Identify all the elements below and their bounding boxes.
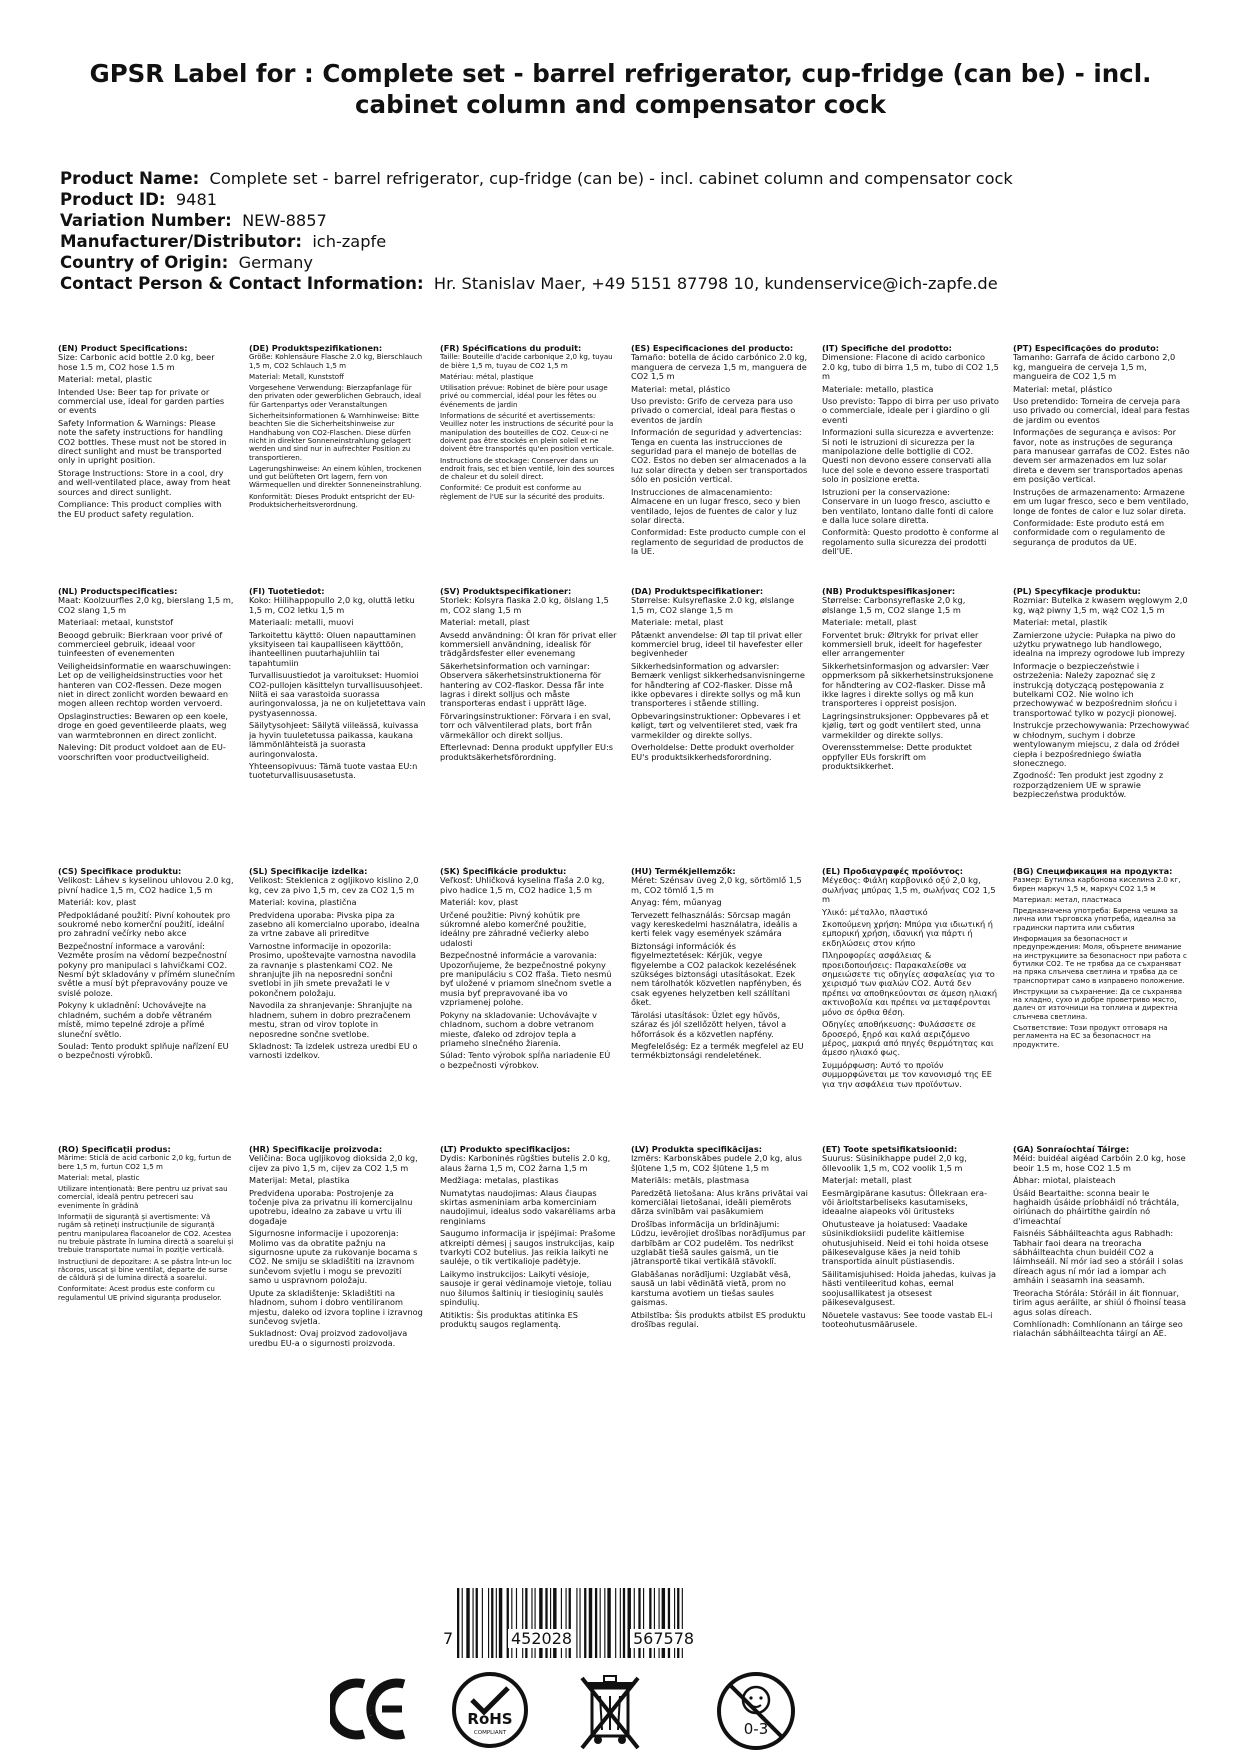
spec-heading: (CS) Specifikace produktu: [58, 867, 182, 876]
spec-line: Предназначена употреба: Бирена чешма за лична или търговска употреба, идеална за градински партита или събития [1013, 906, 1178, 932]
spec-block [249, 1145, 426, 1405]
spec-line: Eesmärgipärane kasutus: Õllekraan era- või ärioltstarbeliseks kasutamiseks, ideaalne aiapeoks või üritusteks [822, 1187, 988, 1217]
spec-heading: (FI) Tuotetiedot: [249, 587, 325, 596]
age-label: 0-3 [743, 1720, 769, 1738]
spec-line: Mărime: Sticlă de acid carbonic 2,0 kg, furtun de bere 1,5 m, furtun CO2 1,5 m [58, 1153, 232, 1171]
barcode [455, 1588, 755, 1658]
page-title: GPSR Label for : Complete set - barrel refrigerator, cup-fridge (can be) - incl. cabinet column and compensator cock [89, 59, 1152, 119]
spec-line: Materiál: kov, plast [58, 897, 137, 908]
spec-heading: (NL) Productspecificaties: [58, 587, 178, 596]
barcode-bar [600, 1588, 601, 1658]
spec-block [822, 1145, 999, 1405]
spec-line: Veľkosť: Uhličková kyselina fľaša 2.0 kg, pivo hadice 1,5 m, CO2 hadice 1,5 m [440, 875, 605, 895]
spec-line: Koko: Hiilihappopullo 2,0 kg, oluttä letku 1,5 m, CO2 letku 1,5 m [249, 595, 415, 615]
spec-line: Conformité: Ce produit est conforme au règlement de l'UE sur la sécurité des produits. [440, 483, 605, 501]
spec-line: Paredzētā lietošana: Alus krāns privātai vai komerciālai lietošanai, ideāli piemērots dārza svinībām vai pasākumiem [631, 1187, 808, 1217]
product-info [60, 168, 1200, 294]
spec-line: Säilytysohjeet: Säilytä viileässä, kuivassa ja hyvin tuuletetussa paikassa, kaukana lämmönlähteistä ja suorasta auringonvalosta. [249, 720, 419, 759]
spec-line: Størrelse: Kulsyreflaske 2.0 kg, ølslange 1,5 m, CO2 slange 1,5 m [631, 595, 795, 615]
spec-line: Faisnéis Sábháilteachta agus Rabhadh: Tabhair faoi deara na treoracha sábháilteachta chun buidéil CO2 a láimhseáil. Ní mór iad seo a stóráil i solas díreach agus ní mór iad a iompar ach amháin i seasamh ina seasamh. [1013, 1228, 1184, 1286]
spec-line: Súlad: Tento výrobok spĺňa nariadenie EÚ o bezpečnosti výrobkov. [440, 1050, 611, 1070]
barcode-bar [595, 1588, 597, 1658]
spec-line: Informações de segurança e avisos: Por favor, note as instruções de segurança para manusear garrafas de CO2. Estes não devem ser armazenados em luz solar direta e devem ser transportados apenas em posição vertical. [1013, 427, 1190, 485]
spec-line: Nõuetele vastavus: See toode vastab EL-i tooteohutusmäärusele. [822, 1309, 993, 1329]
spec-line: Instrukcje przechowywania: Przechowywać w chłodnym, suchym i dobrze wentylowanym miejscu, z dala od źródeł ciepła i bezpośredniego światła słonecznego. [1013, 720, 1190, 768]
spec-heading: (LT) Produkto specifikacijos: [440, 1145, 571, 1154]
barcode-bar [589, 1588, 592, 1658]
spec-line: Dydis: Karboninės rūgšties butelis 2.0 kg, alaus žarna 1,5 m, CO2 žarna 1,5 m [440, 1153, 611, 1173]
ce-mark-icon [330, 1676, 410, 1742]
spec-line: Saugumo informacija ir įspėjimai: Prašome atkreipti dėmesį į saugos instrukcijas, kaip tvarkyti CO2 butelius. Jas reikia laikyti ne saulėje, o tik vertikalioje padėtyje. [440, 1228, 616, 1267]
spec-heading: (FR) Spécifications du produit: [440, 344, 582, 353]
spec-line: Materiāls: metāls, plastmasa [631, 1175, 750, 1186]
spec-line: Méid: buidéal aigéad Carbóin 2.0 kg, hose beoir 1.5 m, hose CO2 1.5 m [1013, 1153, 1186, 1173]
spec-line: Vorgesehene Verwendung: Bierzapfanlage für den privaten oder gewerblichen Gebrauch, ideal für Gartenpartys oder Veranstaltungen [249, 383, 421, 409]
spec-line: Laikymo instrukcijos: Laikyti vėsioje, sausoje ir gerai vėdinamoje vietoje, toliau nuo šilumos šaltinių ir tiesioginių saulės spindulių. [440, 1268, 612, 1308]
spec-line: Materiaali: metalli, muovi [249, 617, 354, 628]
weee-bin-icon [578, 1670, 642, 1754]
spec-line: Informazioni sulla sicurezza e avvertenze: Si noti le istruzioni di sicurezza per la manipolazione delle bottiglie di CO2. Questi non devono essere conservati alla luce del sole e devono essere trasportati solo in posizione eretta. [822, 427, 994, 485]
barcode-bar [579, 1588, 580, 1658]
spec-line: Zgodność: Ten produkt jest zgodny z rozporządzeniem UE w sprawie bezpieczeństwa produktów. [1013, 770, 1164, 800]
spec-line: Materiał: metal, plastik [1013, 617, 1108, 628]
spec-line: Taille: Bouteille d'acide carbonique 2,0 kg, tuyau de bière 1,5 m, tuyau de CO2 1,5 m [440, 352, 613, 370]
spec-heading: (PL) Specyfikacje produktu: [1013, 587, 1141, 596]
spec-line: Informacje o bezpieczeństwie i ostrzeżenia: Należy zapoznać się z instrukcją dotyczącą postępowania z butelkami CO2. Nie wolno ich przechowywać w bezpośrednim słońcu i transportować tylko w pozycji pionowej. [1013, 660, 1178, 718]
spec-line: Υλικό: μέταλλο, πλαστικό [822, 906, 928, 917]
spec-line: Οδηγίες αποθήκευσης: Φυλάσσετε σε δροσερό, ξηρό και καλά αεριζόμενο μέρος, μακριά από πηγές θερμότητας και άμεσο ηλιακό φως. [822, 1019, 994, 1058]
barcode-bar [488, 1588, 489, 1658]
spec-line: Lagerungshinweise: An einem kühlen, trockenen und gut belüfteten Ort lagern, fern von Wärmequellen und direkter Sonneneinstrahlung. [249, 463, 422, 490]
spec-line: Информация за безопасност и предупреждения: Моля, обърнете внимание на инструкциите за безопасност при работа с бутилки CO2. Те не трябва да се съхраняват на пряка слънчева светлина и трябва да се транспортират само в изправено положение. [1013, 934, 1187, 985]
barcode-right-digits: 567578 [630, 1629, 697, 1648]
spec-line: Instructions de stockage: Conserver dans un endroit frais, sec et bien ventilé, loin des sources de chaleur et du soleil direct. [440, 455, 615, 482]
spec-line: Инструкции за съхранение: Да се съхранява на хладно, сухо и добре проветриво място, далеч от източници на топлина и директна слънчева светлина. [1013, 986, 1182, 1021]
spec-heading: (DA) Produktspecifikationer: [631, 587, 764, 596]
spec-line: Naleving: Dit product voldoet aan de EU-voorschriften voor productveiligheid. [58, 742, 226, 762]
spec-line: Comhlíonadh: Comhlíonann an táirge seo rialachán sábháilteachta táirgí an AE. [1013, 1318, 1183, 1339]
spec-line: Material: metal, plastic [58, 1172, 140, 1182]
barcode-bar [466, 1588, 469, 1658]
spec-line: Materiál: kov, plast [440, 897, 519, 908]
spec-block [249, 867, 426, 1141]
spec-line: Overensstemmelse: Dette produktet oppfyller EUs forskrift om produktsikkerhet. [822, 742, 972, 771]
spec-line: Storage Instructions: Store in a cool, dry and well-ventilated place, away from heat sources and direct sunlight. [58, 467, 231, 497]
spec-line: Pokyny na skladovanie: Uchovávajte v chladnom, suchom a dobre vetranom mieste, ďaleko od zdrojov tepla a priameho slnečného žiarenia. [440, 1009, 598, 1048]
spec-line: Navodila za shranjevanje: Shranjujte na hladnem, suhem in dobro prezračenem mestu, stran od virov toplote in neposredne sončne svetlobe. [249, 1000, 413, 1039]
spec-line: Größe: Kohlensäure Flasche 2.0 kg, Bierschlauch 1,5 m, CO2 Schlauch 1,5 m [249, 352, 423, 370]
spec-line: Σκοπούμενη χρήση: Μπύρα για ιδιωτική ή εμπορική χρήση, ιδανική για πάρτι ή εκδηλώσεις στον κήπο [822, 919, 993, 948]
spec-line: Atitiktis: Šis produktas atitinka ES produktų saugos reglamentą. [440, 1309, 578, 1329]
barcode-bar [615, 1588, 616, 1658]
ce-mark-text: CE [370, 1716, 372, 1717]
spec-line: Soulad: Tento produkt splňuje nařízení EU o bezpečnosti výrobků. [58, 1040, 229, 1061]
spec-line: Sicherheitsinformationen & Warnhinweise: Bitte beachten Sie die Sicherheitshinweise zur Handhabung von CO2-Flaschen. Diese dürfen nicht in direkter Sonneneinstrahlung gelagert werden und sind nur in aufrechter Position zu transportieren. [249, 411, 419, 462]
spec-block [631, 1145, 808, 1405]
spec-line: Glabāšanas norādījumi: Uzglabāt vēsā, sausā un labi vēdinātā vietā, prom no karstuma avotiem un tiešas saules gaismas. [631, 1268, 791, 1308]
spec-line: Material: metall, plast [440, 617, 530, 628]
spec-heading: (HR) Specifikacije proizvoda: [249, 1145, 383, 1154]
spec-line: Compliance: This product complies with the EU product safety regulation. [58, 499, 222, 519]
spec-line: Utilisation prévue: Robinet de bière pour usage privé ou commercial, idéal pour les fêtes ou événements de jardin [440, 383, 608, 409]
barcode-bar [491, 1588, 493, 1658]
spec-line: Bezpečnostní informace a varování: Vezměte prosím na vědomí bezpečnostní pokyny pro manipulaci s lahvičkami CO2. Nesmí být skladovány v přímém slunečním světle a musí být přepravovány pouze ve svislé poloze. [58, 940, 235, 998]
spec-block [631, 344, 808, 582]
spec-line: Rozmiar: Butelka z kwasem węglowym 2,0 kg, wąż piwny 1,5 m, wąż CO2 1,5 m [1013, 595, 1188, 615]
spec-line: Bezpečnostné informácie a varovania: Upozorňujeme, že bezpečnostné pokyny pre manipuláciu s CO2 fľaša. Tieto nesmú byť uložené v priamom slnečnom svetle a musia byť prepravované iba vo vzpriamenej polohe. [440, 950, 612, 1008]
barcode-bar [607, 1588, 610, 1658]
spec-heading: (HU) Termékjellemzők: [631, 867, 736, 876]
spec-line: Sikkerhetsinformasjon og advarsler: Vær oppmerksom på sikkerhetsinstruksjonene for håndtering av CO2-flasker. Disse må ikke lagres i direkte sollys og må kun transporteres i oppreist posisjon. [822, 660, 994, 709]
spec-line: Material: kovina, plastična [249, 897, 357, 908]
info-contact: Contact Person & Contact Information: Hr. Stanislav Maer, +49 5151 87798 10, kundenservice@ich-zapfe.de [60, 274, 998, 293]
spec-heading: (ES) Especificaciones del producto: [631, 344, 794, 353]
spec-line: Размер: Бутилка карбонова киселина 2.0 кг, бирен маркуч 1,5 м, маркуч CO2 1,5 м [1013, 875, 1181, 893]
spec-line: Drošības informācija un brīdinājumi: Lūdzu, ievērojiet drošības norādījumus par darbībām ar CO2 pudelēm. Tos nedrīkst uzglabāt tiešā saules gaismā, un tie jātransportē tikai vertikālā stāvoklī. [631, 1218, 806, 1267]
spec-line: Efterlevnad: Denna produkt uppfyller EU:s produktsäkerhetsförordning. [440, 742, 614, 762]
barcode-bar [623, 1588, 625, 1658]
spec-line: Materjal: metall, plast [822, 1175, 912, 1186]
spec-line: Material: metal, plastic [58, 374, 153, 385]
rohs-compliant-text: COMPLIANT [473, 1730, 507, 1736]
spec-line: Avsedd användning: Öl kran för privat eller kommersiell användning, idealisk för trädgårdsfester eller evenemang [440, 629, 617, 659]
spec-line: Konformität: Dieses Produkt entspricht der EU-Produktsicherheitsverordnung. [249, 491, 415, 510]
spec-line: Størrelse: Carbonsyreflaske 2,0 kg, ølslange 1,5 m, CO2 slange 1,5 m [822, 595, 966, 615]
spec-line: Información de seguridad y advertencias: Tenga en cuenta las instrucciones de seguridad para el manejo de botellas de CO2. Estos no deben ser almacenados a la luz solar directa y deben ser transportados sólo en posición vertical. [631, 427, 808, 485]
spec-line: Suurus: Süsinikhappe pudel 2,0 kg, õllevoolik 1,5 m, CO2 voolik 1,5 m [822, 1153, 967, 1173]
spec-line: Upute za skladištenje: Skladištiti na hladnom, suhom i dobro ventiliranom mjestu, daleko od izvora topline i izravnog sunčevog svjetla. [249, 1287, 423, 1326]
spec-line: Intended Use: Beer tap for private or commercial use, ideal for garden parties or events [58, 386, 225, 416]
spec-line: Μέγεθος: Φιάλη καρβονικό οξύ 2,0 kg, σωλήνας μπύρας 1,5 m, σωλήνας CO2 1,5 m [822, 875, 996, 905]
barcode-left-digits: 452028 [508, 1629, 575, 1648]
spec-block [249, 587, 426, 863]
spec-line: Sukladnost: Ovaj proizvod zadovoljava uredbu EU-a o sigurnosti proizvoda. [249, 1328, 408, 1348]
spec-line: Material: metal, plástico [631, 383, 731, 394]
spec-block [440, 587, 617, 863]
spec-block [58, 1145, 235, 1405]
spec-line: Uso previsto: Grifo de cerveza para uso privado o comercial, ideal para fiestas o eventos de jardín [631, 396, 796, 425]
spec-line: Istruzioni per la conservazione: Conservare in un luogo fresco, asciutto e ben ventilato, lontano dalle fonti di calore e dalla luce solare diretta. [822, 486, 994, 525]
spec-block [58, 344, 235, 582]
spec-block [822, 344, 999, 582]
info-manufacturer: Manufacturer/Distributor: ich-zapfe [60, 232, 387, 251]
spec-heading: (PT) Especificações do produto: [1013, 344, 1160, 353]
spec-heading: (LV) Produkta specifikācijas: [631, 1145, 762, 1154]
spec-line: Съответствие: Този продукт отговаря на регламента на ЕС за безопасност на продуктите. [1013, 1023, 1168, 1049]
spec-line: Overholdelse: Dette produkt overholder EU's produktsikkerhedsforordning. [631, 742, 795, 762]
spec-line: Material: metal, plástico [1013, 383, 1113, 394]
spec-line: Πληροφορίες ασφάλειας & προειδοποιήσεις: Παρακαλείσθε να σημειώσετε τις οδηγίες ασφαλείας για το χειρισμό των φιαλών CO2. Αυτά δεν πρέπει να αποθηκεύονται σε άμεση ηλιακή ακτινοβολία και πρέπει να μεταφέρονται μόνο σε όρθια θέση. [822, 950, 998, 1017]
barcode-bar [604, 1588, 605, 1658]
barcode-bar [457, 1588, 459, 1658]
spec-line: Informații de siguranță și avertismente: Vă rugăm să rețineți instrucțiunile de siguranță pentru manipularea flacoanelor de CO2. Acestea nu trebuie păstrate în lumina directă a soarelui și trebuie transportate numai în poziție verticală. [58, 1212, 234, 1255]
barcode-bar [499, 1588, 502, 1658]
spec-line: Συμμόρφωση: Αυτό το προϊόν συμμορφώνεται με τον κανονισμό της ΕΕ για την ασφάλεια των προϊόντων. [822, 1059, 992, 1089]
spec-line: Size: Carbonic acid bottle 2.0 kg, beer hose 1.5 m, CO2 hose 1.5 m [58, 352, 215, 372]
barcode-bar [576, 1588, 577, 1658]
spec-line: Opslaginstructies: Bewaren op een koele, droge en goed geventileerde plaats, weg van warmtebronnen en direct zonlicht. [58, 710, 229, 740]
spec-line: Predvidena uporaba: Pivska pipa za zasebno ali komercialno uporabo, idealna za vrtne zabave ali prireditve [249, 909, 420, 939]
spec-heading: (BG) Спецификация на продукта: [1013, 867, 1173, 876]
spec-line: Tamaño: botella de ácido carbónico 2.0 kg, manguera de cerveza 1,5 m, manguera de CO2 1,5 m [631, 352, 808, 382]
spec-block [58, 587, 235, 863]
barcode-bar [620, 1588, 621, 1658]
spec-block [249, 344, 426, 582]
spec-line: Material: Metall, Kunststoff [249, 371, 344, 381]
spec-block [440, 344, 617, 582]
info-variation-number: Variation Number: NEW-8857 [60, 211, 327, 230]
spec-line: Säkerhetsinformation och varningar: Observera säkerhetsinstruktionerna för hantering av CO2-flaskor. Dessa får inte lagras i direkt solljus och måste transporteras endast i upprätt läge. [440, 660, 604, 709]
spec-line: Instrucțiuni de depozitare: A se păstra într-un loc răcoros, uscat și bine ventilat, departe de surse de căldură și de lumina directă a soarelui. [58, 1256, 232, 1283]
spec-line: Instruções de armazenamento: Armazene em um lugar fresco, seco e bem ventilado, longe de fontes de calor e luz solar direta. [1013, 486, 1189, 516]
spec-heading: (GA) Sonraíochtaí Táirge: [1013, 1145, 1130, 1154]
spec-line: Matériau: métal, plastique [440, 371, 534, 381]
spec-line: Úsáid Beartaithe: sconna beair le haghaidh úsáide príobháidí nó tráchtála, oiriúnach do pháirtithe gairdín nó d'imeachtaí [1013, 1187, 1180, 1226]
spec-line: Förvaringsinstruktioner: Förvara i en sval, torr och välventilerad plats, bort från värmekällor och direkt solljus. [440, 710, 611, 740]
spec-line: Numatytas naudojimas: Alaus čiaupas skirtas asmeniniam arba komerciniam naudojimui, idealus sodo vakarėliams arba renginiams [440, 1187, 616, 1226]
spec-line: Tárolási utasítások: Üzlet egy hűvös, száraz és jól szellőzött helyen, távol a hőforrások és a közvetlen napfény. [631, 1009, 787, 1039]
spec-line: Varnostne informacije in opozorila: Prosimo, upoštevajte varnostna navodila za ravnanje s plastenkami CO2. Ne shranjujte jih na neposredni sončni svetlobi in jih smete prevažati le v pokončnem položaju. [249, 940, 417, 998]
spec-line: Určené použitie: Pivný kohútik pre súkromné alebo komerčné použitie, ideálny pre záhradné večierky alebo udalosti [440, 909, 589, 948]
spec-line: Dimensione: Flacone di acido carbonico 2.0 kg, tubo di birra 1,5 m, tubo di CO2 1,5 m [822, 352, 999, 382]
spec-line: Anyag: fém, műanyag [631, 897, 722, 908]
spec-line: Turvallisuustiedot ja varoitukset: Huomioi CO2-pullojen käsittelyn turvallisuusohjeet. Niitä ei saa varastoida suorassa auringonvalossa, ja ne on kuljetettava vain pystyasennossa. [249, 670, 426, 718]
spec-line: Treoracha Stórála: Stóráil in áit fionnuar, tirim agus aeráilte, ar shiúl ó fhoinsí teasa agus solas díreach. [1013, 1287, 1187, 1317]
spec-heading: (RO) Specificații produs: [58, 1145, 171, 1154]
spec-heading: (EL) Προδιαγραφές προϊόντος: [822, 867, 963, 876]
spec-line: Storlek: Kolsyra flaska 2.0 kg, ölslang 1,5 m, CO2 slang 1,5 m [440, 595, 609, 615]
barcode-bar [482, 1588, 483, 1658]
spec-heading: (ET) Toote spetsifikatsioonid: [822, 1145, 958, 1154]
spec-line: Maat: Koolzuurfles 2,0 kg, bierslang 1,5 m, CO2 slang 1,5 m [58, 595, 234, 615]
spec-line: Utilizare intenționată: Bere pentru uz privat sau comercial, ideală pentru petreceri sau evenimente în grădină [58, 1184, 228, 1210]
spec-line: Velikost: Láhev s kyselinou uhlovou 2.0 kg, pivní hadice 1,5 m, CO2 hadice 1,5 m [58, 875, 234, 895]
info-product-name: Product Name: Complete set - barrel refrigerator, cup-fridge (can be) - incl. cabinet column and compensator cock [60, 169, 1013, 188]
spec-block [1013, 344, 1190, 582]
spec-heading: (DE) Produktspezifikationen: [249, 344, 383, 353]
barcode-bar [476, 1588, 478, 1658]
info-product-id: Product ID: 9481 [60, 190, 218, 209]
spec-heading: (NB) Produktspesifikasjoner: [822, 587, 956, 596]
spec-heading: (SV) Produktspecifikationer: [440, 587, 572, 596]
spec-line: Pokyny k ukladnění: Uchovávejte na chladném, suchém a dobře větraném místě, mimo tepelné zdroje a přímé sluneční světlo. [58, 1000, 212, 1039]
spec-line: Conformitate: Acest produs este conform cu regulamentul UE privind siguranța produselor. [58, 1284, 222, 1302]
spec-block [440, 1145, 617, 1405]
spec-line: Veličina: Boca ugljikovog dioksida 2,0 kg, cijev za pivo 1,5 m, cijev za CO2 1,5 m [249, 1153, 418, 1173]
spec-line: Conformidade: Este produto está em conformidade com o regulamento de segurança de produtos da UE. [1013, 517, 1165, 547]
spec-line: Megfelelőség: Ez a termék megfelel az EU termékbiztonsági rendeletének. [631, 1040, 804, 1061]
spec-line: Velikost: Steklenica z ogljikovo kislino 2,0 kg, cev za pivo 1,5 m, cev za CO2 1,5 m [249, 875, 419, 895]
spec-block [1013, 867, 1190, 1141]
spec-line: Atbilstība: Šis produkts atbilst ES produktu drošības regulai. [631, 1309, 806, 1329]
spec-line: Instrucciones de almacenamiento: Almacene en un lugar fresco, seco y bien ventilado, lejos de fuentes de calor y luz solar directa. [631, 486, 801, 525]
spec-line: Zamierzone użycie: Pułapka na piwo do użytku prywatnego lub handlowego, idealna na imprezy ogrodowe lub imprezy [1013, 629, 1185, 659]
spec-block [440, 867, 617, 1141]
spec-line: Izmērs: Karbonskābes pudele 2,0 kg, alus šļūtene 1,5 m, CO2 šļūtene 1,5 m [631, 1153, 802, 1173]
spec-block [822, 867, 999, 1141]
spec-block [1013, 587, 1190, 863]
barcode-bar [496, 1588, 497, 1658]
barcode-bar [584, 1588, 586, 1658]
spec-line: Uso previsto: Tappo di birra per uso privato o commerciale, ideale per i giardino o gli eventi [822, 396, 999, 425]
spec-line: Lagringsinstruksjoner: Oppbevares på et kjølig, tørt og godt ventilert sted, unna varmekilder og direkte sollys. [822, 710, 989, 740]
spec-block [822, 587, 999, 863]
spec-line: Tamanho: Garrafa de ácido carbono 2,0 kg, mangueira de cerveja 1,5 m, mangueira de CO2 1,5 m [1013, 352, 1176, 382]
barcode-bar [462, 1588, 463, 1658]
spec-line: Sigurnosne informacije i upozorenja: Molimo vas da obratite pažnju na sigurnosne upute za rukovanje bocama s CO2. Ne smiju se skladištiti na izravnom sunčevom svjetlu i mogu se prevoziti samo u uspravnom položaju. [249, 1228, 418, 1286]
spec-line: Materiale: metallo, plastica [822, 383, 934, 394]
spec-line: Predviđena uporaba: Postrojenje za točenje piva za privatnu ili komercijalnu upotrebu, idealno za zabave u vrtu ili događaje [249, 1187, 413, 1226]
spec-line: Materiale: metall, plast [822, 617, 917, 628]
spec-heading: (EN) Product Specifications: [58, 344, 188, 353]
barcode-first-digit: 7 [440, 1629, 456, 1648]
spec-line: Safety Information & Warnings: Please note the safety instructions for handling CO2 bottles. These must not be stored in direct sunlight and must be transported only in upright position. [58, 417, 227, 466]
spec-line: Yhteensopivuus: Tämä tuote vastaa EU:n tuoteturvallisuusasetusta. [249, 760, 418, 781]
spec-heading: (IT) Specifiche del prodotto: [822, 344, 952, 353]
spec-line: Opbevaringsinstruktioner: Opbevares i et køligt, tørt og velventileret sted, væk fra varmekilder og direkte sollys. [631, 710, 801, 740]
spec-line: Biztonsági információk és figyelmeztetések: Kérjük, vegye figyelembe a CO2 palackok kezelésének szükséges biztonsági utasításokat. Ezek nem tárolhatók közvetlen napfényben, és csak egyenes helyzetben kell szállítani őket. [631, 940, 802, 1008]
spec-line: Méret: Szénsav üveg 2,0 kg, sörtömlő 1,5 m, CO2 tömlő 1,5 m [631, 875, 802, 895]
spec-line: Forventet bruk: Øltrykk for privat eller kommersiell bruk, ideelt for hagefester eller arrangementer [822, 629, 982, 659]
spec-line: Materijal: Metal, plastika [249, 1175, 350, 1186]
spec-block [631, 587, 808, 863]
spec-line: Påtænkt anvendelse: Øl tap til privat eller kommerciel brug, ideel til havefester eller begivenheder [631, 629, 803, 659]
spec-line: Uso pretendido: Torneira de cerveja para uso privado ou comercial, ideal para festas de jardim ou eventos [1013, 396, 1190, 425]
spec-line: Materiaal: metaal, kunststof [58, 617, 174, 628]
spec-heading: (SL) Specifikacije izdelka: [249, 867, 368, 876]
spec-line: Materiale: metal, plast [631, 617, 724, 628]
spec-line: Veiligheidsinformatie en waarschuwingen: Let op de veiligheidsinstructies voor het hanteren van CO2-flessen. Deze mogen niet in direct zonlicht worden bewaard en mogen alleen rechtop worden vervoerd. [58, 660, 232, 709]
spec-line: Tervezett felhasználás: Sörcsap magán vagy kereskedelmi használatra, ideális a kerti felek vagy események számára [631, 909, 798, 939]
spec-line: Skladnost: Ta izdelek ustreza uredbi EU o varnosti izdelkov. [249, 1040, 418, 1061]
spec-line: Medžiaga: metalas, plastikas [440, 1175, 559, 1186]
spec-heading: (SK) Špecifikácie produktu: [440, 867, 567, 876]
spec-block [1013, 1145, 1190, 1405]
spec-line: Ohutusteave ja hoiatused: Vaadake süsinikdioksiidi pudelite käitlemise ohutusjuhiseid. Neid ei tohi hoida otsese päikesevalguse käes ja neid tohib transportida ainult püstiasendis. [822, 1218, 989, 1267]
spec-line: Conformidad: Este producto cumple con el reglamento de seguridad de productos de la UE. [631, 527, 806, 557]
spec-block [58, 867, 235, 1141]
spec-line: Ábhar: miotal, plaisteach [1013, 1175, 1116, 1186]
spec-line: Материал: метал, пластмаса [1013, 894, 1122, 904]
compliance-icons [320, 1670, 920, 1754]
info-country: Country of Origin: Germany [60, 253, 314, 272]
spec-line: Předpokládané použití: Pivní kohoutek pro soukromé nebo komerční použití, ideální pro zahradní večírky nebo akce [58, 909, 231, 939]
not-for-children-0-3-icon [715, 1670, 797, 1752]
spec-line: Tarkoitettu käyttö: Oluen napauttaminen yksityiseen tai kaupalliseen käyttöön, ihanteellinen puutarhajuhliin tai tapahtumiin [249, 629, 416, 668]
spec-line: Säilitamisjuhised: Hoida jahedas, kuivas ja hästi ventileeritud kohas, eemal soojusallikatest ja otsesest päikesevalgusest. [822, 1268, 997, 1308]
spec-line: Conformità: Questo prodotto è conforme al regolamento sulla sicurezza dei prodotti dell'UE. [822, 527, 999, 557]
rohs-text: RoHS [467, 1710, 513, 1728]
spec-block [631, 867, 808, 1141]
spec-line: Sikkerhedsinformation og advarsler: Bemærk venligst sikkerhedsanvisningerne for håndtering af CO2-flasker. Disse må ikke opbevares i direkte sollys og må kun transporteres i stående stilling. [631, 660, 805, 709]
barcode-bar [473, 1588, 474, 1658]
rohs-icon [450, 1670, 530, 1750]
spec-line: Informations de sécurité et avertissements: Veuillez noter les instructions de sécurité pour la manipulation des bouteilles de CO2. Ceux-ci ne doivent pas être stockés en plein soleil et ne doivent être transportés qu'en position verticale. [440, 411, 615, 454]
spec-line: Beoogd gebruik: Bierkraan voor privé of commercieel gebruik, ideaal voor tuinfeesten of evenementen [58, 629, 223, 659]
